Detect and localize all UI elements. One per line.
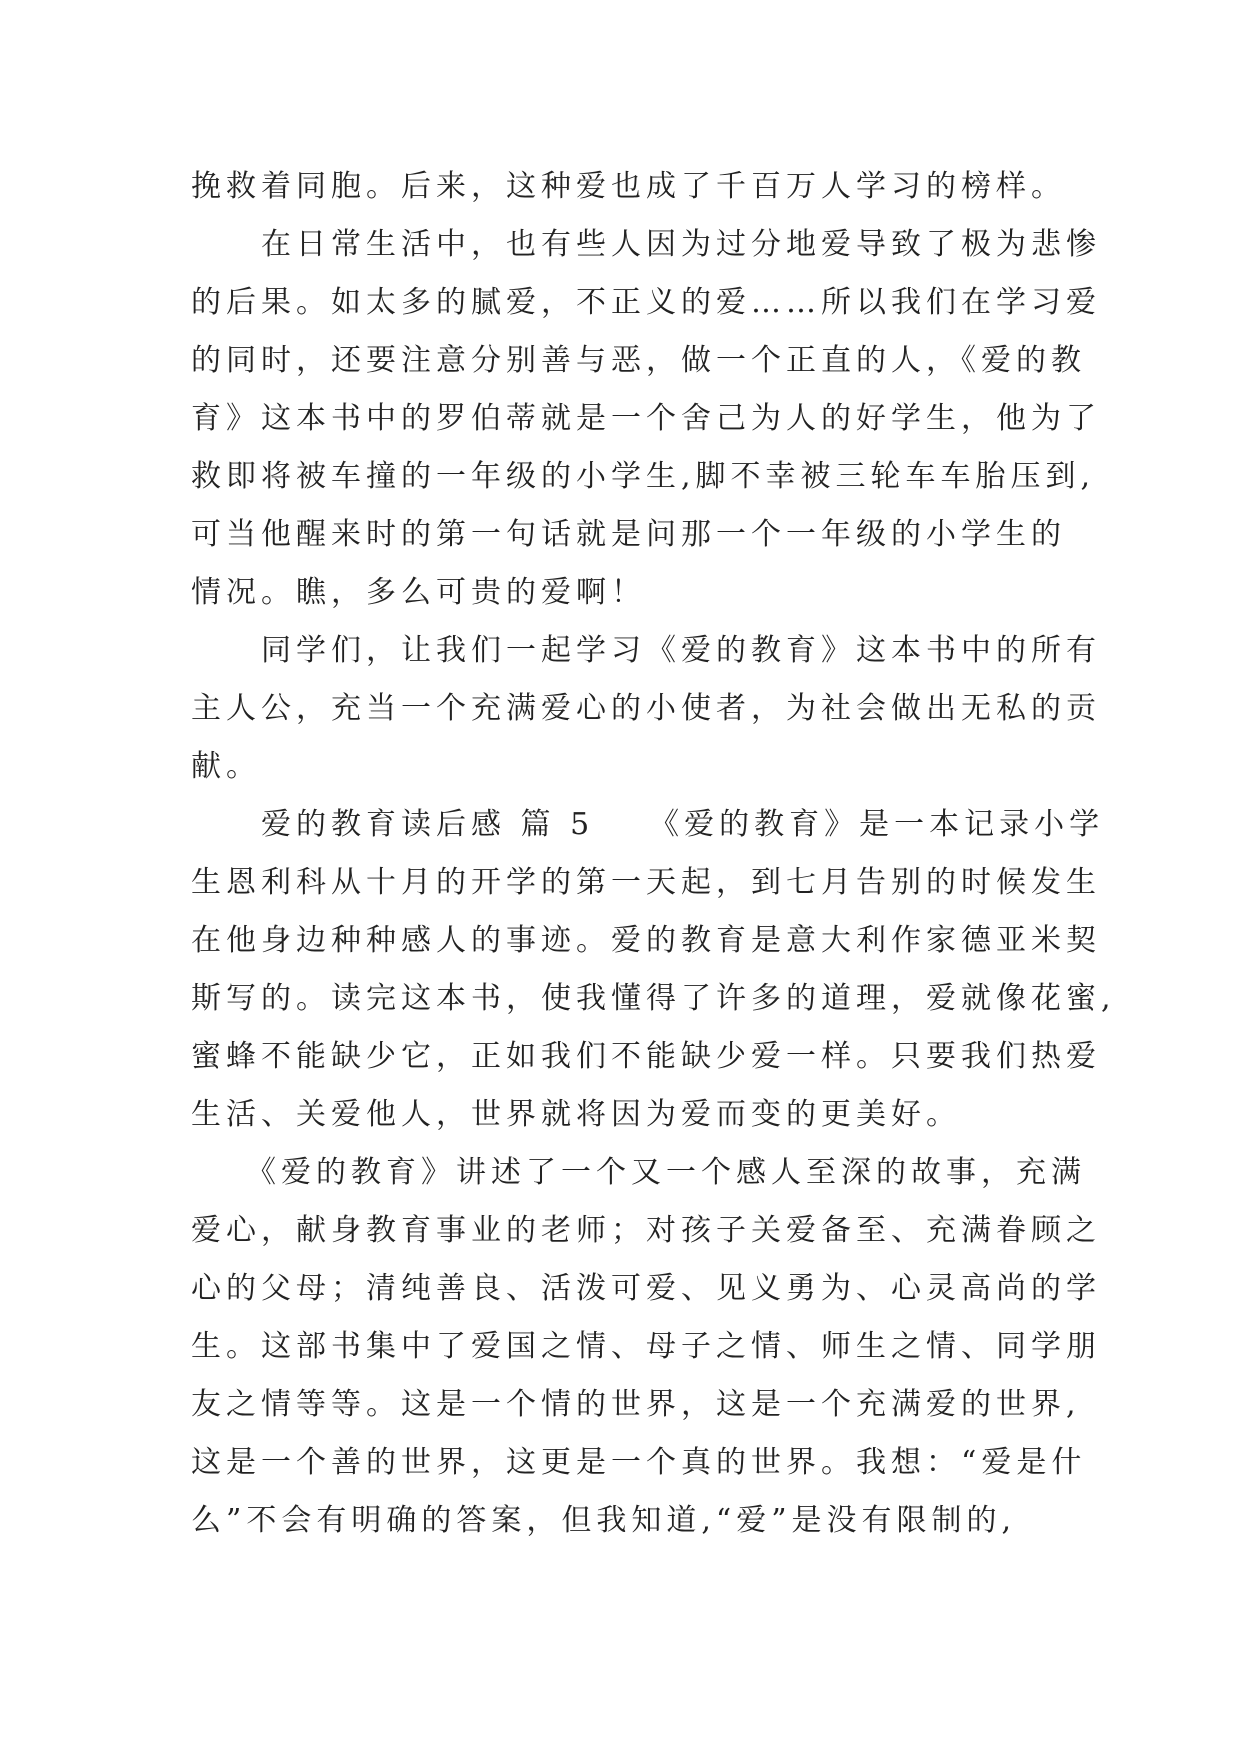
text-line: 《爱的教育》讲述了一个又一个感人至深的故事，充满 [191, 1155, 1086, 1190]
text-line: 救即将被车撞的一年级的小学生,脚不幸被三轮车车胎压到, [191, 459, 1096, 494]
text-line: 爱的教育读后感 篇 5 《爱的教育》是一本记录小学 [191, 807, 1105, 842]
text-line: 生。这部书集中了爱国之情、母子之情、师生之情、同学朋 [191, 1329, 1101, 1364]
text-line: 主人公，充当一个充满爱心的小使者，为社会做出无私的贡 [191, 691, 1101, 726]
text-line: 在他身边种种感人的事迹。爱的教育是意大利作家德亚米契 [191, 923, 1101, 958]
text-line: 么”不会有明确的答案，但我知道,“爱”是没有限制的, [191, 1503, 1017, 1538]
text-line: 心的父母；清纯善良、活泼可爱、见义勇为、心灵高尚的学 [191, 1271, 1101, 1306]
body-text [191, 158, 1116, 1550]
text-line: 斯写的。读完这本书，使我懂得了许多的道理，爱就像花蜜, [191, 981, 1116, 1016]
text-line: 友之情等等。这是一个情的世界，这是一个充满爱的世界, [191, 1387, 1081, 1422]
text-line: 献。 [191, 749, 261, 784]
text-line: 生恩利科从十月的开学的第一天起，到七月告别的时候发生 [191, 865, 1101, 900]
text-line: 爱心，献身教育事业的老师；对孩子关爱备至、充满眷顾之 [191, 1213, 1101, 1248]
text-line: 同学们，让我们一起学习《爱的教育》这本书中的所有 [191, 633, 1101, 668]
text-line: 生活、关爱他人，世界就将因为爱而变的更美好。 [191, 1097, 961, 1132]
text-line: 这是一个善的世界，这更是一个真的世界。我想：“爱是什 [191, 1445, 1087, 1480]
text-line: 蜜蜂不能缺少它，正如我们不能缺少爱一样。只要我们热爱 [191, 1039, 1101, 1074]
text-line: 情况。瞧，多么可贵的爱啊！ [191, 575, 646, 610]
text-line: 的同时，还要注意分别善与恶，做一个正直的人，《爱的教 [191, 343, 1086, 378]
text-line: 的后果。如太多的腻爱，不正义的爱……所以我们在学习爱 [191, 285, 1101, 320]
text-line: 挽救着同胞。后来，这种爱也成了千百万人学习的榜样。 [191, 169, 1066, 204]
text-line: 育》这本书中的罗伯蒂就是一个舍己为人的好学生，他为了 [191, 401, 1101, 436]
text-line: 在日常生活中，也有些人因为过分地爱导致了极为悲惨 [191, 227, 1101, 262]
text-line: 可当他醒来时的第一句话就是问那一个一年级的小学生的 [191, 517, 1066, 552]
